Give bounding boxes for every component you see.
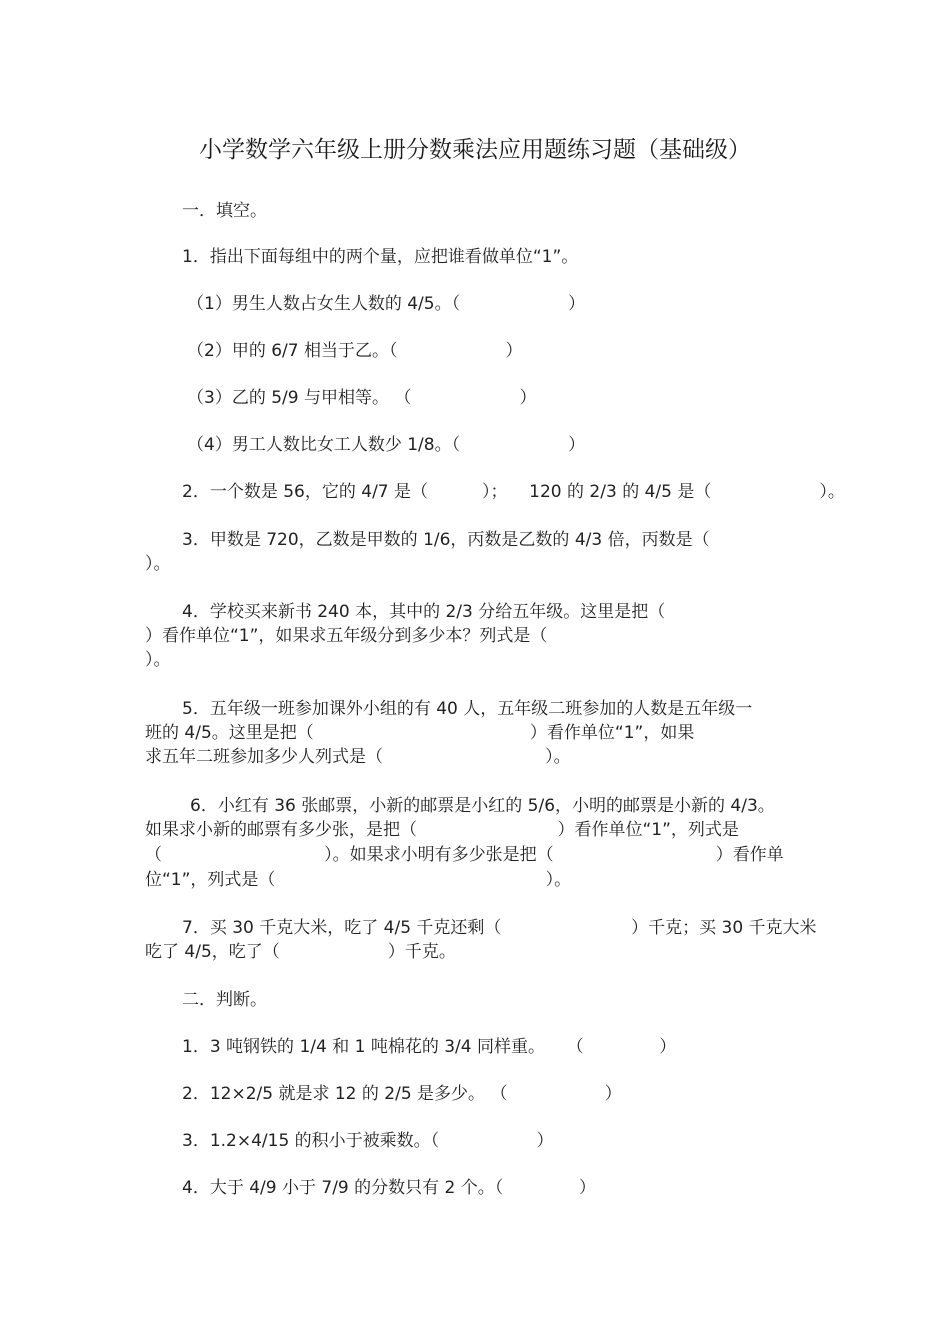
judgement-item-4: 4．大于 4/9 小于 7/9 的分数只有 2 个。（ ）	[182, 1178, 596, 1198]
question-5-line-2: 班的 4/5。这里是把（ ）看作单位“1”，如果	[145, 723, 695, 743]
section-heading-judgement: 二．判断。	[182, 990, 267, 1010]
question-1-item-2: （2）甲的 6/7 相当于乙。（ ）	[187, 341, 523, 361]
question-1-item-4: （4）男工人数比女工人数少 1/8。（ ）	[187, 435, 586, 455]
question-2: 2．一个数是 56，它的 4/7 是（ ）； 120 的 2/3 的 4/5 是（ ）。	[182, 482, 845, 502]
question-4-line-1: 4．学校买来新书 240 本，其中的 2/3 分给五年级。这里是把（	[182, 602, 666, 622]
question-3-line-1: 3．甲数是 720，乙数是甲数的 1/6，丙数是乙数的 4/3 倍，丙数是（	[182, 530, 710, 550]
judgement-item-1: 1．3 吨钢铁的 1/4 和 1 吨棉花的 3/4 同样重。 （ ）	[182, 1037, 677, 1057]
question-3-line-2: ）。	[145, 554, 171, 574]
question-1-stem: 1．指出下面每组中的两个量，应把谁看做单位“1”。	[182, 247, 579, 267]
question-1-item-1: （1）男生人数占女生人数的 4/5。（ ）	[187, 294, 586, 314]
question-4-line-3: ）。	[145, 650, 171, 670]
question-6-line-1: 6．小红有 36 张邮票，小新的邮票是小红的 5/6，小明的邮票是小新的 4/3。	[190, 796, 775, 816]
judgement-item-3: 3．1.2×4/15 的积小于被乘数。（ ）	[182, 1131, 554, 1151]
question-6-line-4: 位“1”，列式是（ ）。	[145, 870, 572, 890]
question-7-line-1: 7．买 30 千克大米，吃了 4/5 千克还剩（ ）千克；买 30 千克大米	[182, 918, 817, 938]
question-5-line-1: 5．五年级一班参加课外小组的有 40 人，五年级二班参加的人数是五年级一	[182, 699, 753, 719]
question-1-item-3: （3）乙的 5/9 与甲相等。 （ ）	[187, 388, 537, 408]
question-5-line-3: 求五年二班参加多少人列式是（ ）。	[145, 747, 571, 767]
question-7-line-2: 吃了 4/5，吃了（ ）千克。	[145, 942, 456, 962]
question-6-line-3: （ ）。如果求小明有多少张是把（ ）看作单	[145, 845, 784, 865]
judgement-item-2: 2．12×2/5 就是求 12 的 2/5 是多少。 （ ）	[182, 1084, 622, 1104]
section-heading-fill-blank: 一．填空。	[182, 201, 267, 221]
question-6-line-2: 如果求小新的邮票有多少张，是把（ ）看作单位“1”，列式是	[145, 820, 739, 840]
question-4-line-2: ）看作单位“1”，如果求五年级分到多少本？列式是（	[145, 626, 548, 646]
page-title: 小学数学六年级上册分数乘法应用题练习题（基础级）	[199, 137, 751, 163]
